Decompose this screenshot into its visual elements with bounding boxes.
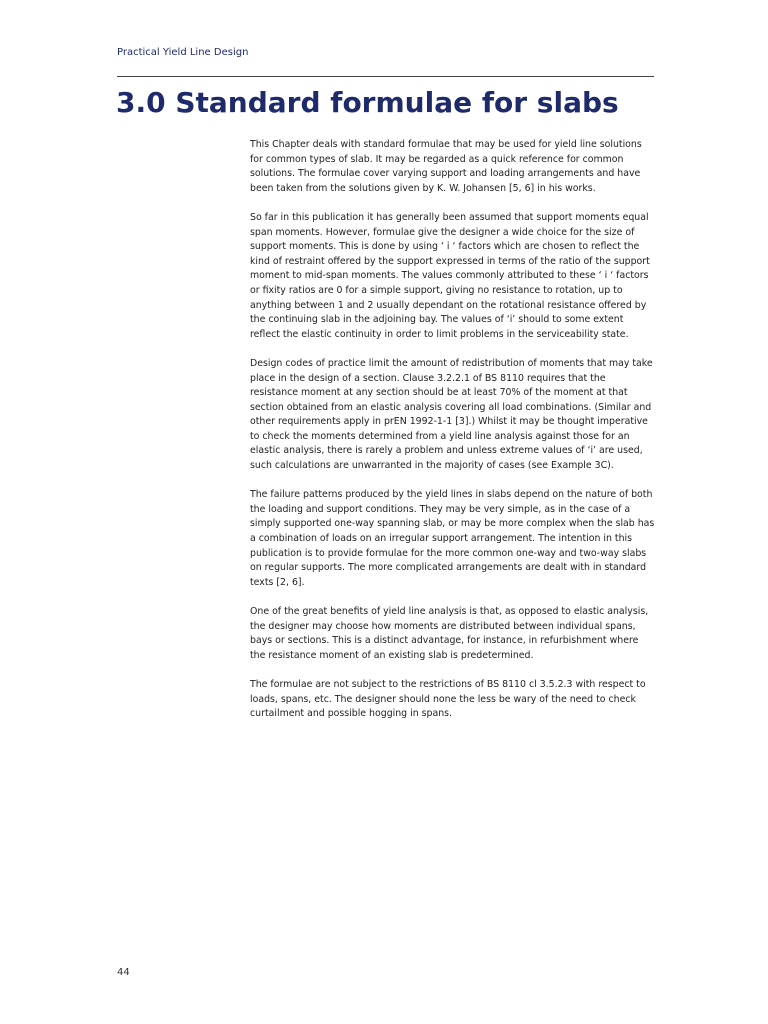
body-text xyxy=(250,138,656,736)
page-number: 44 xyxy=(117,967,130,978)
paragraph: One of the great benefits of yield line analysis is that, as opposed to elastic analysis, the designer may choose how moments are distributed between individual spans, bays or sections. This is a distinct advantage, for instance, in refurbishment where the resistance moment of an existing slab is predetermined. xyxy=(250,606,649,661)
chapter-title: 3.0 Standard formulae for slabs xyxy=(116,86,619,119)
running-header: Practical Yield Line Design xyxy=(117,47,249,58)
paragraph: This Chapter deals with standard formulae that may be used for yield line solutions for common types of slab. It may be regarded as a quick reference for common solutions. The formulae cover varying support and loading arrangements and have been taken from the solutions given by K. W. Johansen [5, 6] in his works. xyxy=(250,139,642,194)
paragraph: The failure patterns produced by the yield lines in slabs depend on the nature of both the loading and support conditions. They may be very simple, as in the case of a simply supported one-way spanning slab, or may be more complex when the slab has a combination of loads on an irregular support arrangement. The intention in this publication is to provide formulae for the more common one-way and two-way slabs on regular supports. The more complicated arrangements are dealt with in standard texts [2, 6]. xyxy=(250,489,655,588)
paragraph: So far in this publication it has generally been assumed that support moments equal span moments. However, formulae give the designer a wide choice for the size of support moments. This is done by using ‘ i ‘ factors which are chosen to reflect the kind of restraint offered by the support expressed in terms of the ratio of the support moment to mid-span moments. The values commonly attributed to these ‘ i ‘ factors or fixity ratios are 0 for a simple support, giving no resistance to rotation, up to anything between 1 and 2 usually dependant on the rotational resistance offered by the continuing slab in the adjoining bay. The values of ‘i’ should to some extent reflect the elastic continuity in order to limit problems in the serviceability state. xyxy=(250,211,650,340)
paragraph: The formulae are not subject to the restrictions of BS 8110 cl 3.5.2.3 with respect to loads, spans, etc. The designer should none the less be wary of the need to check curtailment and possible hogging in spans. xyxy=(250,678,646,720)
paragraph: Design codes of practice limit the amount of redistribution of moments that may take place in the design of a section. Clause 3.2.2.1 of BS 8110 requires that the resistance moment at any section should be at least 70% of the moment at that section obtained from an elastic analysis covering all load combinations. (Similar and other requirements apply in prEN 1992-1-1 [3].) Whilst it may be thought imperative to check the moments determined from a yield line analysis against those for an elastic analysis, there is rarely a problem and unless extreme values of ‘i’ are used, such calculations are unwarranted in the majority of cases (see Example 3C). xyxy=(250,357,653,472)
header-divider xyxy=(117,76,654,77)
